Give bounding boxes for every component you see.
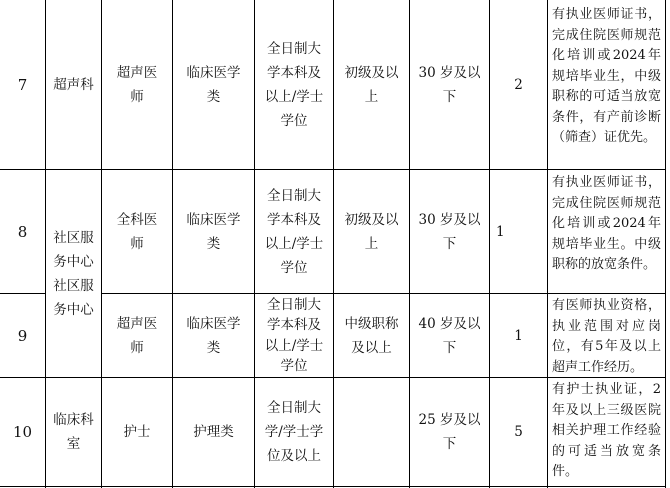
requirement-note: 有护士执业证，2年及以上三级医院相关护理工作经验的可适当放宽条件。 xyxy=(552,382,661,479)
row-number: 10 xyxy=(12,423,33,441)
requirement-note: 有执业医师证书，完成住院医师规范化培训或2024年规培毕业生，中级职称的可适当放宽条件，有产前诊断（筛查）证优先。 xyxy=(552,7,661,145)
count-cell: 5 xyxy=(514,424,523,440)
age-cell: 40 岁及以 下 xyxy=(418,315,481,356)
age-cell: 30 岁及以 下 xyxy=(418,64,481,105)
education-cell: 全日制大 学本科及 以上/学士 学位 xyxy=(264,296,324,374)
title-cell: 初级及以 上 xyxy=(344,211,399,252)
count-cell: 1 xyxy=(496,223,505,240)
requirement-note: 有医师执业资格，执业范围对应岗位，有5年及以上超声工作经历。 xyxy=(552,298,661,375)
education-cell: 全日制大 学本科及 以上/学士 学位 xyxy=(264,40,324,129)
major-cell: 护理类 xyxy=(193,424,234,440)
post-cell: 超声医 师 xyxy=(116,315,158,356)
post-cell: 超声医 师 xyxy=(116,64,158,105)
age-cell: 30 岁及以 下 xyxy=(418,211,481,252)
requirement-note: 有执业医师证书，完成住院医师规范化培训或2024年规培毕业生。中级职称的放宽条件。 xyxy=(552,175,661,272)
major-cell: 临床医学 类 xyxy=(186,315,241,356)
row-number: 7 xyxy=(17,75,28,94)
row-number: 9 xyxy=(17,326,28,345)
education-cell: 全日制大 学本科及 以上/学士 学位 xyxy=(264,187,324,276)
age-cell: 25 岁及以 下 xyxy=(418,412,481,452)
major-cell: 临床医学 类 xyxy=(186,64,241,105)
count-cell: 1 xyxy=(514,327,523,344)
title-cell: 中级职称 及以上 xyxy=(344,315,399,356)
post-cell: 全科医 师 xyxy=(116,211,158,252)
count-cell: 2 xyxy=(514,76,523,93)
department-cell: 超声科 xyxy=(53,76,94,93)
education-cell: 全日制大 学/学士学 位及以上 xyxy=(264,400,324,464)
merged-department-cell: 社区服 务中心 社区服 务中心 xyxy=(53,229,94,318)
post-cell: 护士 xyxy=(123,424,151,440)
title-cell: 初级及以 上 xyxy=(344,64,399,105)
department-cell: 临床科 室 xyxy=(53,412,94,452)
title-cell xyxy=(334,378,409,486)
row-number: 8 xyxy=(17,222,28,241)
major-cell: 临床医学 类 xyxy=(186,211,241,252)
